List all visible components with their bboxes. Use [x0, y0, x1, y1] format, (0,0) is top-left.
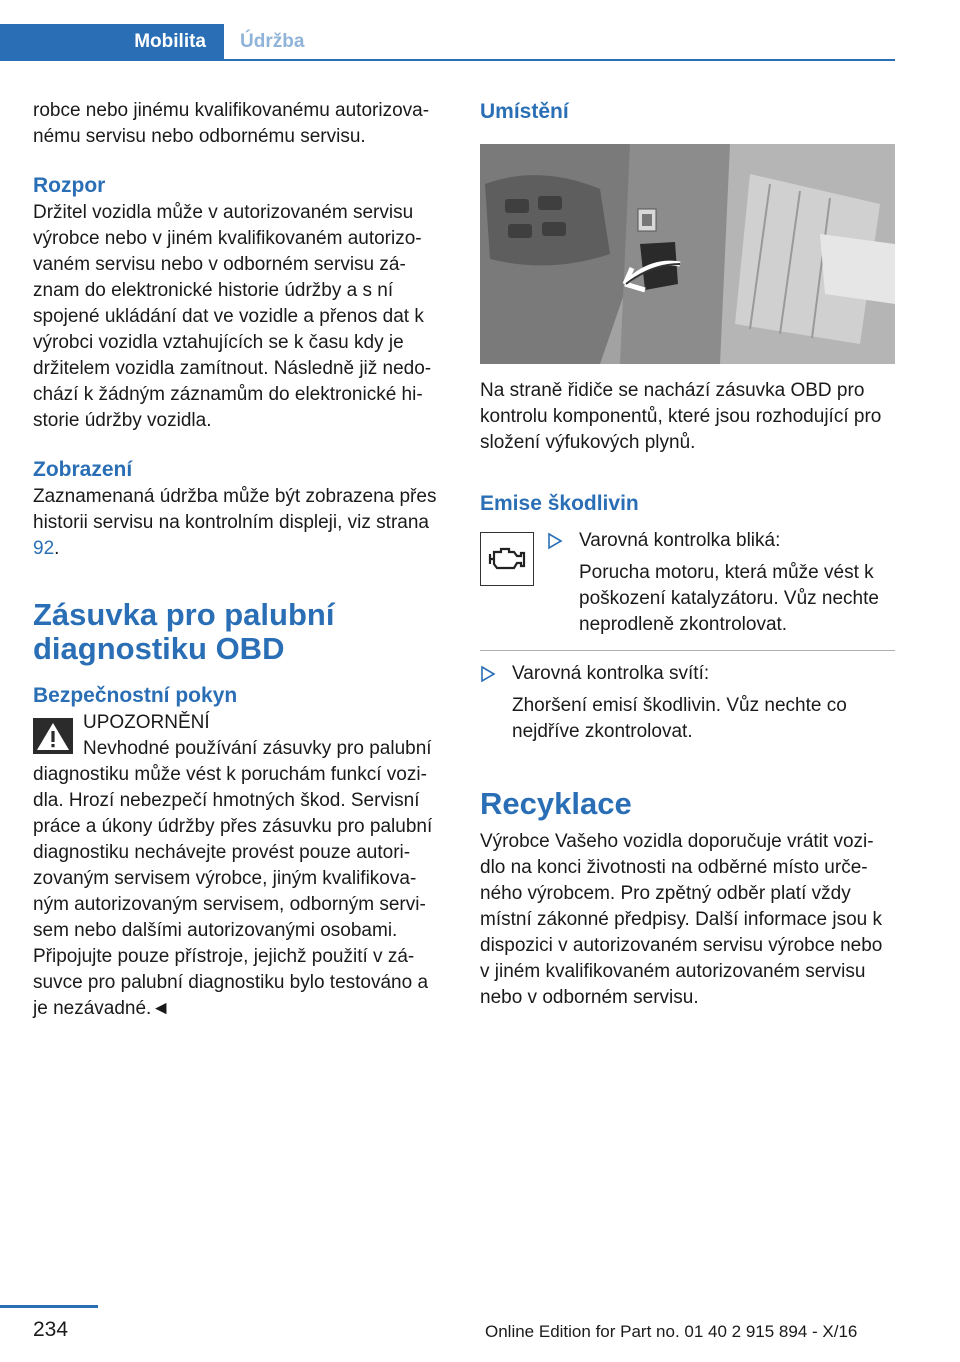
bullet1-title: Varovná kontrolka bliká:: [579, 530, 781, 551]
obd-location-photo: [480, 144, 895, 364]
edition-text: Online Edition for Part no. 01 40 2 915 894 - X/16: [485, 1322, 858, 1341]
bullet-triangle-icon: [547, 532, 563, 550]
left-column: [33, 98, 448, 1022]
warning-first-line: Nevhodné používání zásuvky pro palubní: [83, 738, 432, 759]
obd-photo-illustration: [480, 144, 895, 364]
engine-warning-icon: [480, 532, 534, 586]
emise-heading: Emise škodlivin: [480, 492, 639, 515]
obd-heading: Zásuvka pro palubní diagnostiku OBD: [33, 597, 335, 666]
rozpor-heading: Rozpor: [33, 174, 106, 197]
safety-heading: Bezpečnostní pokyn: [33, 684, 238, 707]
warning-text: diagnostiku může vést k poruchám funkcí vozi-dla. Hrozí nebezpečí hmotných škod. Servisní práce a úkony údržby přes zásuvku pro palubní diagnostiku nechávejte provést pouze autori-zovaným servisem výrobce, jiným kvalifikova-ným autorizovaným servisem, odborným servi-sem nebo dalšími autorizovanými osobami. Připojujte pouze přístroje, jejichž použití v zá-suvce pro palubní diagnostiku bylo testováno a je nezávadné.: [33, 764, 433, 1019]
page-number: 234: [33, 1318, 69, 1341]
tab-udrzba[interactable]: Údržba: [240, 31, 305, 52]
warning-paragraph: [33, 762, 448, 1022]
bullet2-title: Varovná kontrolka svítí:: [512, 663, 710, 684]
right-column: [480, 98, 895, 1011]
zobrazeni-heading: Zobrazení: [33, 458, 133, 481]
recyklace-paragraph: Výrobce Vašeho vozidla doporučuje vrátit vozi-dlo na konci životnosti na odběrné místo urče-ného výrobcem. Pro zpětný odběr platí vždy místní zákonné předpisy. Další informace jsou k dispozici v autorizovaném servisu výrobce nebo v jiném kvalifikovaném autorizovaném servisu nebo v odborném servisu.: [480, 831, 883, 1008]
emise-bullets: [480, 528, 895, 745]
bullet1-text: Porucha motoru, která může vést k poškození katalyzátoru. Vůz nechte neprodleně zkontrolovat.: [579, 562, 879, 635]
zobrazeni-text: Zaznamenaná údržba může být zobrazena přes historii servisu na kontrolním displeji, viz strana: [33, 486, 437, 533]
header-divider: [0, 59, 895, 61]
bullet-item-lit: [480, 661, 895, 745]
intro-paragraph: robce nebo jinému kvalifikovanému autorizova-nému servisu nebo odbornému servisu.: [33, 100, 430, 147]
umisteni-heading: Umístění: [480, 100, 569, 123]
end-mark-icon: ◄: [151, 998, 171, 1019]
warning-title: UPOZORNĚNÍ: [83, 712, 210, 733]
tab-mobilita[interactable]: Mobilita: [0, 24, 224, 60]
recyklace-heading: Recyklace: [480, 786, 632, 821]
header-tabbar: [0, 24, 895, 62]
zobrazeni-period: .: [54, 538, 60, 559]
warning-triangle-icon: [33, 718, 73, 754]
bullet2-text: Zhoršení emisí škodlivin. Vůz nechte co nejdříve zkontrolovat.: [512, 695, 847, 742]
zobrazeni-paragraph: [33, 484, 448, 562]
bullet-item-blinking: [547, 528, 895, 638]
warning-block: [33, 710, 448, 1022]
umisteni-paragraph: Na straně řidiče se nachází zásuvka OBD pro kontrolu komponentů, které jsou rozhodující pro složení výfukových plynů.: [480, 380, 882, 453]
rozpor-paragraph: Držitel vozidla může v autorizovaném servisu výrobce nebo v jiném kvalifikovaném autorizo-vaném servisu nebo v odborném servisu zá-znam do elektronické historie údržby a s ní spojené ukládání dat ve vozidle a přenos dat k výrobci vozidla vztahujících se k času kdy je držitelem vozidla zamítnout. Následně již nedo-chází k žádným záznamům do elektronické hi-storie údržby vozidla.: [33, 202, 432, 431]
bullet-triangle-icon: [480, 665, 496, 683]
footer-divider: [0, 1305, 98, 1308]
page-link-92[interactable]: 92: [33, 538, 55, 559]
